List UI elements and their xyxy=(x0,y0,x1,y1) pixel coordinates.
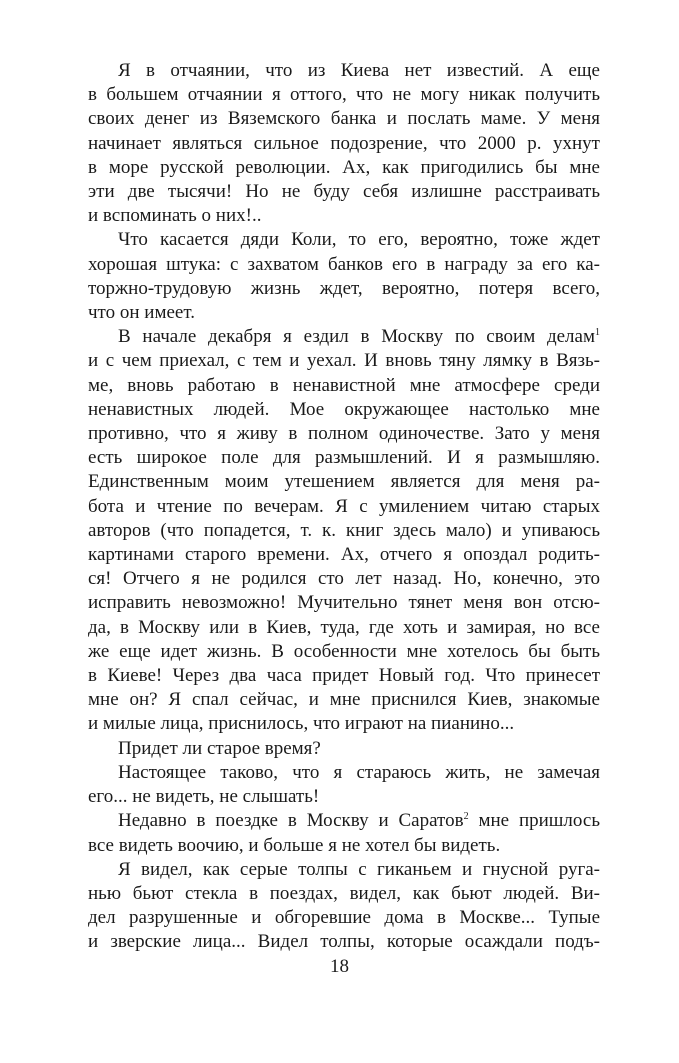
text-line: же еще идет жизнь. В особенности мне хотелось бы быть xyxy=(88,640,600,662)
text-line: начинает являться сильное подозрение, что 2000 р. ухнут xyxy=(88,132,600,154)
text-line: Я в отчаянии, что из Киева нет известий. А еще xyxy=(118,60,600,81)
body-text xyxy=(88,59,600,955)
text-line xyxy=(88,325,600,349)
text-line: противно, что я живу в полном одиночестве. Зато у меня xyxy=(88,423,600,445)
text-line: бота и чтение по вечерам. Я с умилением читаю старых xyxy=(88,495,600,517)
text-line: Что касается дяди Коли, то его, вероятно, тоже ждет xyxy=(118,229,600,251)
text-line: что он имеет. xyxy=(88,302,195,324)
page-number: 18 xyxy=(330,956,349,977)
text-line: ненавистных людей. Мое окружающее настолько мне xyxy=(88,398,600,420)
text-line xyxy=(88,809,600,833)
text-line: его... не видеть, не слышать! xyxy=(88,786,320,808)
text-line: Придет ли старое время? xyxy=(118,737,321,759)
text-line: Единственным моим утешением является для меня ра- xyxy=(88,471,600,493)
text-line: есть широкое поле для размышлений. И я размышляю. xyxy=(88,447,600,469)
text-line: в большем отчаянии я оттого, что не могу никак получить xyxy=(88,84,600,106)
text-line: и с чем приехал, с тем и уехал. И вновь тяну лямку в Вязь- xyxy=(88,350,600,372)
text-line: мне он? Я спал сейчас, и мне приснился Киев, знакомые xyxy=(88,689,600,711)
text-line: Настоящее таково, что я стараюсь жить, не замечая xyxy=(118,761,600,783)
text-segment: В начале декабря я ездил в Москву по своим делам xyxy=(118,326,595,348)
text-line: Я видел, как серые толпы с гиканьем и гнусной руга- xyxy=(118,858,600,880)
text-line: ме, вновь работаю в ненавистной мне атмосфере среди xyxy=(88,374,600,396)
paragraph xyxy=(88,325,600,736)
text-line: исправить невозможно! Мучительно тянет меня вон отсю- xyxy=(88,592,600,614)
paragraph xyxy=(88,809,600,857)
paragraph xyxy=(88,59,600,228)
text-line: эти две тысячи! Но не буду себя излишне расстраивать xyxy=(88,181,600,203)
text-line: хорошая штука: с захватом банков его в награду за его ка- xyxy=(88,253,600,275)
text-line: своих денег из Вяземского банка и послать маме. У меня xyxy=(88,108,600,130)
text-line: авторов (что попадется, т. к. книг здесь мало) и упиваюсь xyxy=(88,519,600,541)
text-line: и вспоминать о них!.. xyxy=(88,205,262,227)
text-segment: Недавно в поездке в Москву и Саратов xyxy=(118,810,464,832)
text-segment: мне пришлось xyxy=(468,810,600,832)
footnote-mark: 1 xyxy=(595,327,600,339)
text-line: и милые лица, приснилось, что играют на пианино... xyxy=(88,713,515,735)
text-line: в Киеве! Через два часа придет Новый год. Что принесет xyxy=(88,665,600,687)
paragraph xyxy=(88,858,600,955)
text-line: и зверские лица... Видел толпы, которые осаждали подъ- xyxy=(88,931,600,953)
paragraph xyxy=(88,761,600,809)
text-line: все видеть воочию, и больше я не хотел бы видеть. xyxy=(88,834,501,856)
text-line: да, в Москву или в Киев, туда, где хоть и замирая, но все xyxy=(88,616,600,638)
text-line: дел разрушенные и обгоревшие дома в Москве... Тупые xyxy=(88,907,600,929)
text-line: картинами старого времени. Ах, отчего я опоздал родить- xyxy=(88,544,600,566)
text-line: торжно-трудовую жизнь ждет, вероятно, потеря всего, xyxy=(88,277,600,299)
footnote-mark: 2 xyxy=(463,811,469,823)
text-line: нью бьют стекла в поездах, видел, как бьют людей. Ви- xyxy=(88,882,600,904)
text-line: ся! Отчего я не родился сто лет назад. Но, конечно, это xyxy=(88,568,600,590)
paragraph xyxy=(88,737,600,761)
paragraph xyxy=(88,228,600,325)
text-line: в море русской революции. Ах, как пригодились бы мне xyxy=(88,156,600,178)
